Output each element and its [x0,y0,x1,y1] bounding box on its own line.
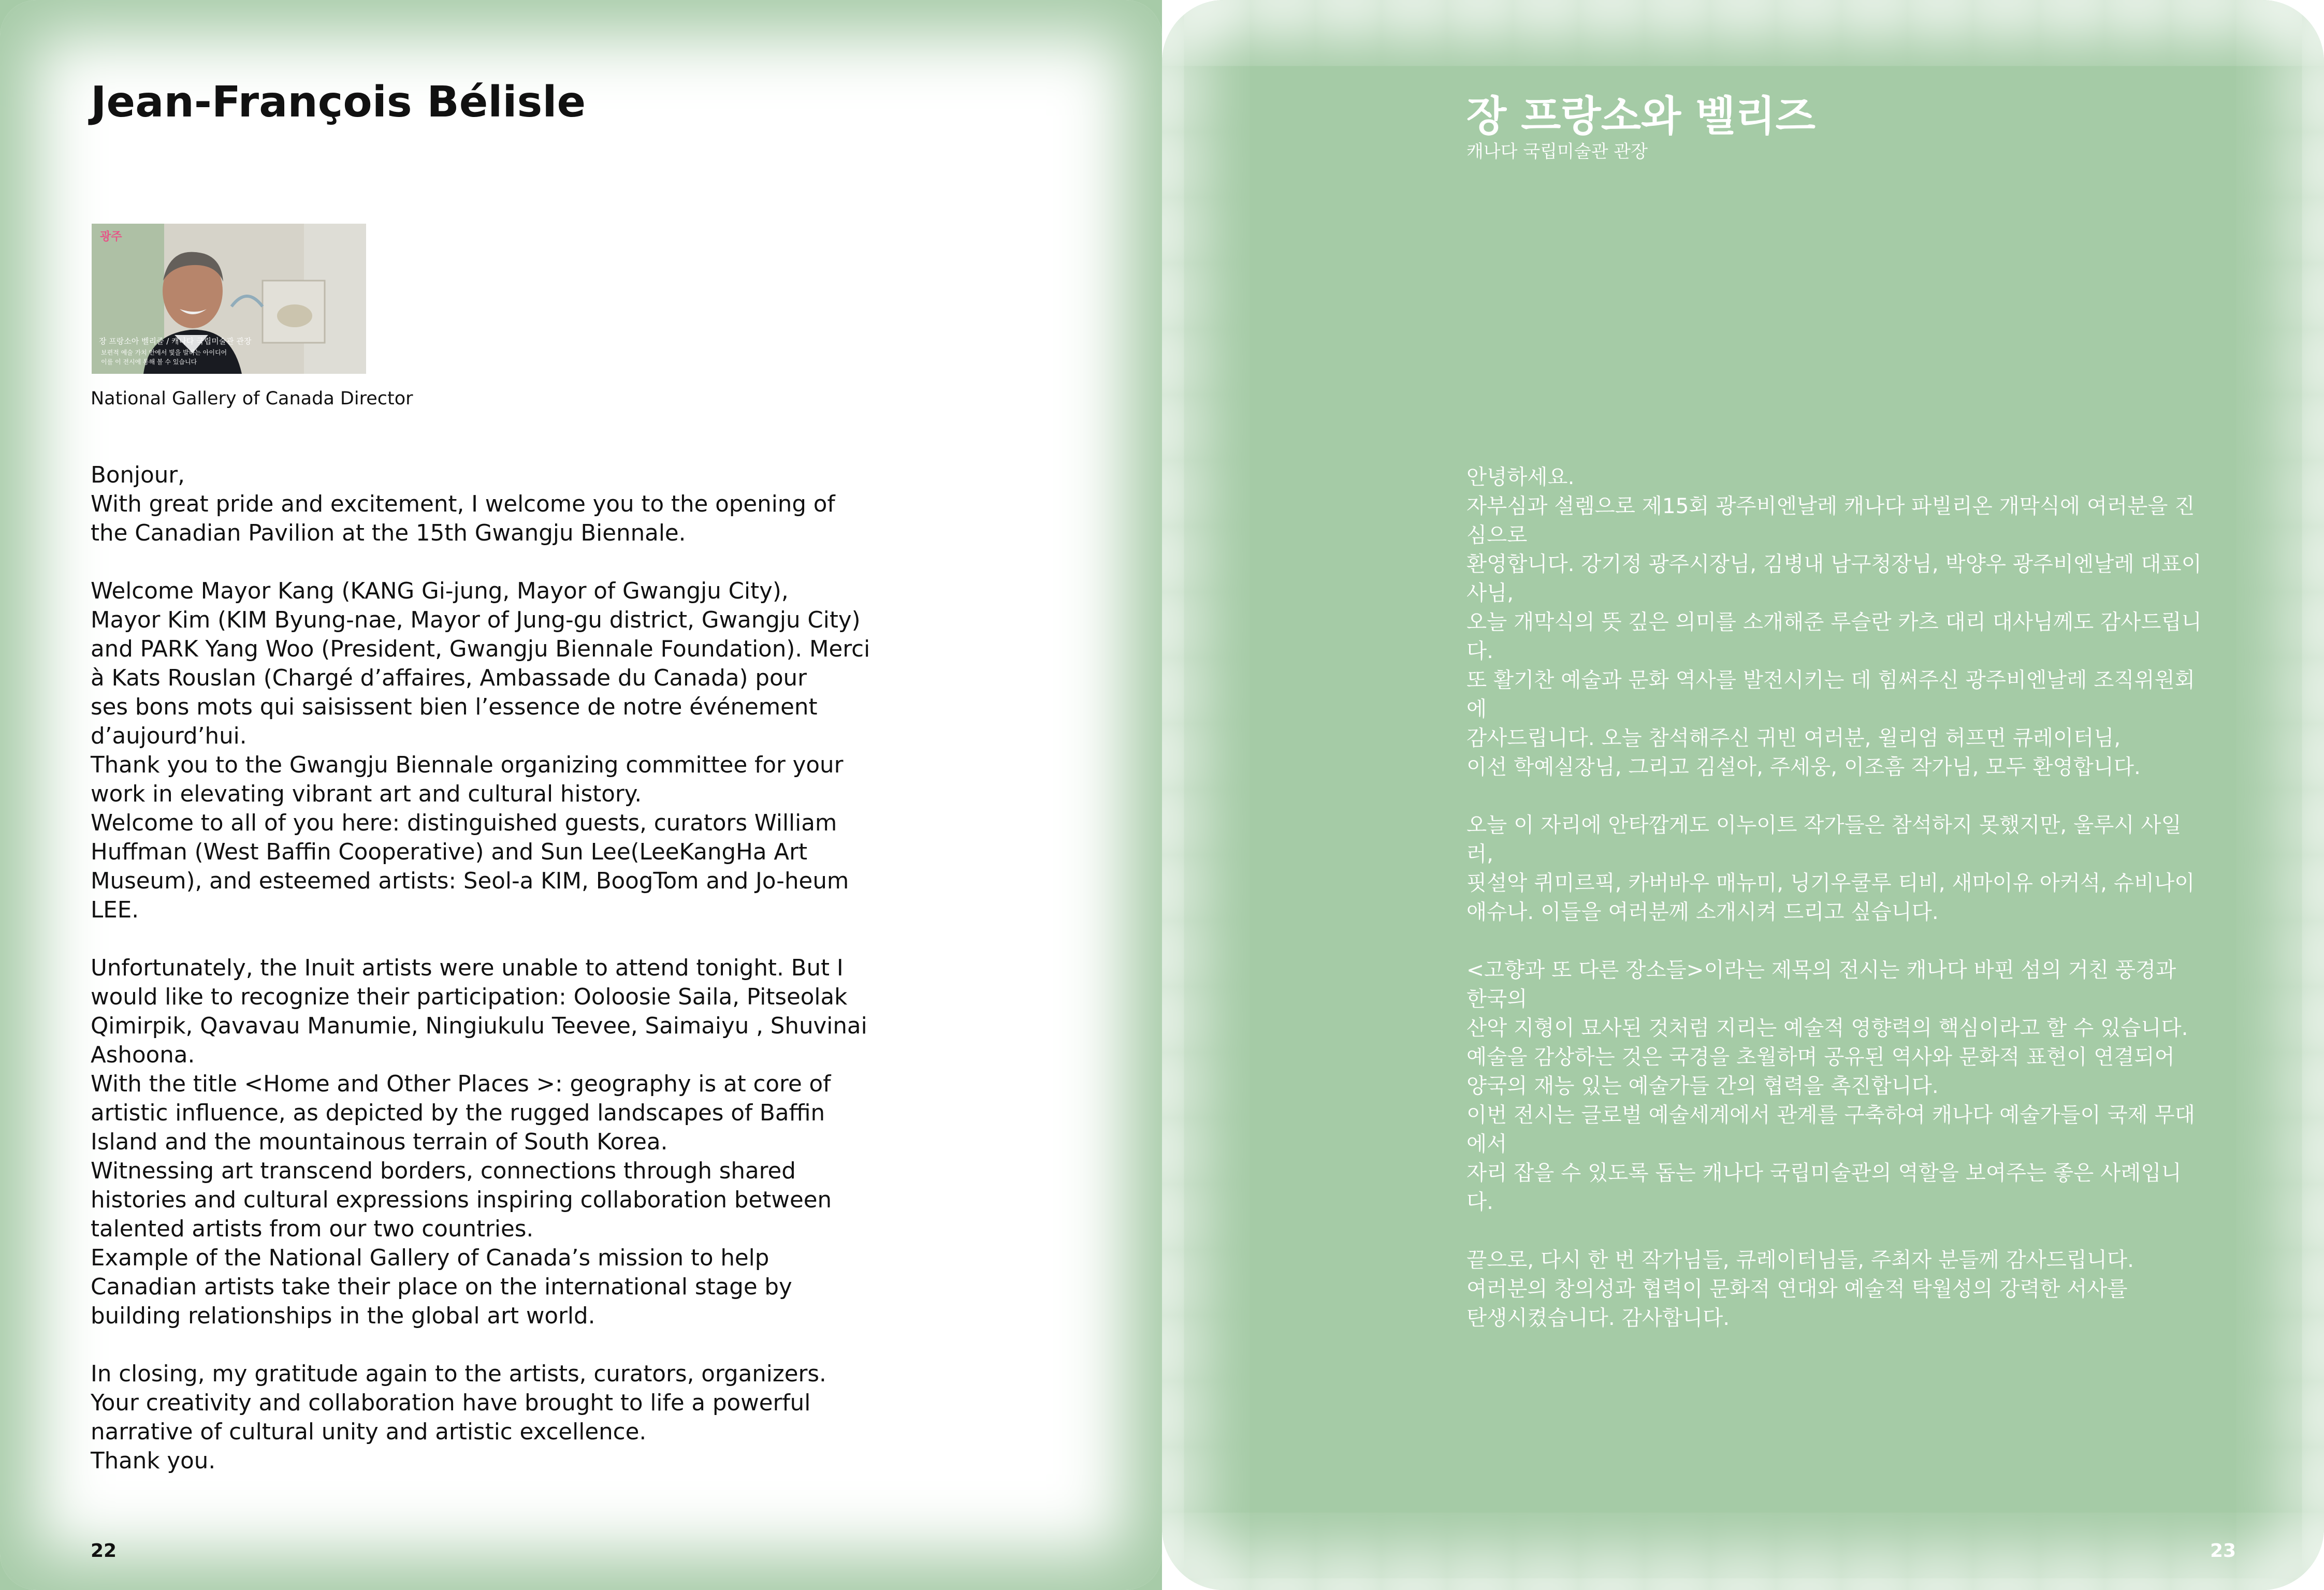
english-letter [91,461,898,1505]
page-number: 23 [2210,1540,2236,1562]
letter-paragraph: In closing, my gratitude again to the artists, curators, organizers. Your creativity and collaboration have brought to life a powerful narrative of cultural unity and artistic excellence. Thank you. [91,1361,826,1474]
overlay-subtitle-line: 보편적 예술 가치 안에서 빛을 발하는 아이디어 [101,349,227,356]
logo-badge: 광주 [100,230,122,243]
letter-paragraph: Unfortunately, the Inuit artists were unable to attend tonight. But I would like to recognize their participation: Ooloosie Saila, Pitseolak Qimirpik, Qavavau Manumie, Ningiukulu Teevee, Saimaiyu , Shuvinai Ashoona. With the title <Home and Other Places >: geography is at core of artistic influence, as depicted by the rugged landscapes of Baffin Island and the mountainous terrain of South Korea. Witnessing art transcend borders, connections through shared histories and cultural expressions inspiring collaboration between talented artists from our two countries. Example of the National Gallery of Canada’s mission to help Canadian artists take their place on the international stage by building relationships in the global art world. [91,955,867,1329]
right-page [1162,0,2324,1590]
korean-title: 장 프랑소와 벨리즈 [1466,92,1815,140]
letter-paragraph: 오늘 이 자리에 안타깝게도 이누이트 작가들은 참석하지 못했지만, 울루시 사일러, 핏설악 퀴미르픽, 카버바우 매뉴미, 닝기우쿨루 티비, 새마이유 아커석, 슈비나이 애슈나. 이들을 여러분께 소개시켜 드리고 싶습니다. [1466,812,2195,924]
korean-letter [1466,462,2202,1361]
photo-caption: National Gallery of Canada Director [91,388,413,409]
page-number: 22 [91,1540,117,1562]
letter-paragraph: <고향과 또 다른 장소들>이라는 제목의 전시는 캐나다 바핀 섬의 거친 풍경과 한국의 산악 지형이 묘사된 것처럼 지리는 예술적 영향력의 핵심이라고 할 수 있습니다. 예술을 감상하는 것은 국경을 초월하며 공유된 역사와 문화적 표현이 연결되어 양국의 재능 있는 예술가들 간의 협력을 촉진합니다. 이번 전시는 글로벌 예술세계에서 관계를 구축하여 캐나다 예술가들이 국제 무대에서 자리 잡을 수 있도록 돕는 캐나다 국립미술관의 역할을 보여주는 좋은 사례입니다. [1466,957,2195,1214]
overlay-subtitle-line: 이를 이 전시에 통해 볼 수 있습니다 [101,358,197,366]
letter-paragraph: Bonjour, With great pride and excitement, I welcome you to the opening of the Canadian Pavilion at the 15th Gwangju Biennale. [91,462,835,546]
director-photo [92,224,366,374]
page-title: Jean-François Bélisle [91,78,586,127]
overlay-name-line: 장 프랑소아 벨리즐 / 캐나다 국립미술관 관장 [99,337,252,346]
letter-paragraph: 안녕하세요. 자부심과 설렘으로 제15회 광주비엔날레 캐나다 파빌리온 개막식에 여러분을 진심으로 환영합니다. 강기정 광주시장님, 김병내 남구청장님, 박양우 광주비엔날레 대표이사님, 오늘 개막식의 뜻 깊은 의미를 소개해준 루슬란 카츠 대리 대사님께도 감사드립니다. 또 활기찬 예술과 문화 역사를 발전시키는 데 힘써주신 광주비엔날레 조직위원회에 감사드립니다. 오늘 참석해주신 귀빈 여러분, 윌리엄 허프먼 큐레이터님, 이선 학예실장님, 그리고 김설아, 주세웅, 이조흠 작가님, 모두 환영합니다. [1466,464,2202,779]
letter-paragraph: 끝으로, 다시 한 번 작가님들, 큐레이터님들, 주최자 분들께 감사드립니다. 여러분의 창의성과 협력이 문화적 연대와 예술적 탁월성의 강력한 서사를 탄생시켰습니다. 감사합니다. [1466,1247,2134,1330]
letter-paragraph: Welcome Mayor Kang (KANG Gi-jung, Mayor of Gwangju City), Mayor Kim (KIM Byung-nae, Mayor of Jung-gu district, Gwangju City) and PARK Yang Woo (President, Gwangju Biennale Foundation). Merci à Kats Rouslan (Chargé d’affaires, Ambassade du Canada) pour ses bons mots qui saisissent bien l’essence de notre événement d’aujourd’hui. Thank you to the Gwangju Biennale organizing committee for your work in elevating vibrant art and cultural history. Welcome to all of you here: distinguished guests, curators William Huffman (West Baffin Cooperative) and Sun Lee(LeeKangHa Art Museum), and esteemed artists: Seol-a KIM, BoogTom and Jo-heum LEE. [91,578,870,923]
korean-subtitle: 캐나다 국립미술관 관장 [1466,141,1648,162]
